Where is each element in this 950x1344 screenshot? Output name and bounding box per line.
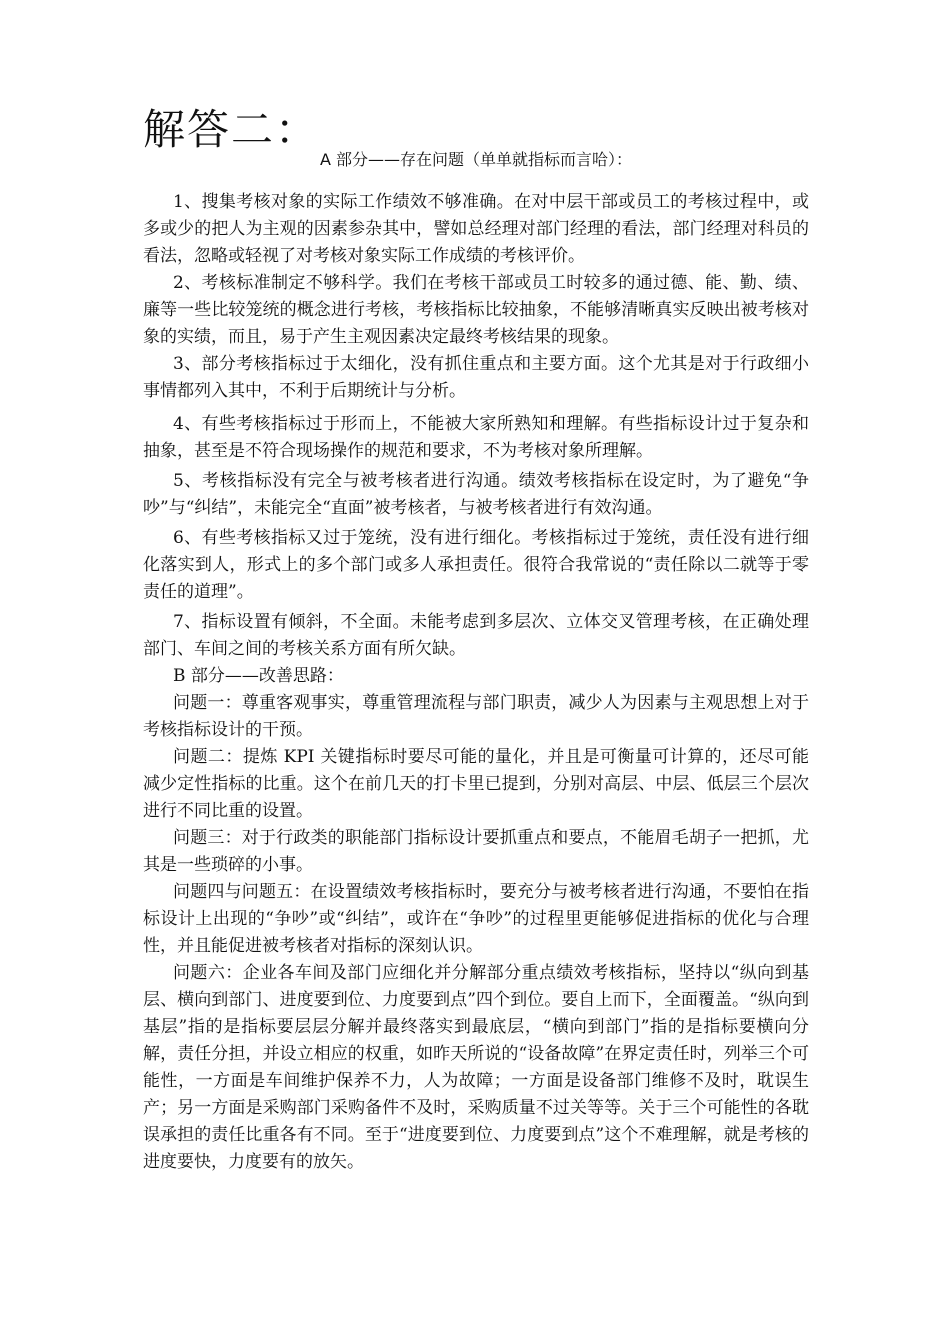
- document-body: [143, 189, 809, 1176]
- paragraph-a6: 6、有些考核指标又过于笼统，没有进行细化。考核指标过于笼统，责任没有进行细化落实到人，形式上的多个部门或多人承担责任。很符合我常说的“责任除以二就等于零责任的道理”。: [143, 528, 809, 602]
- paragraph-a7: 7、指标设置有倾斜，不全面。未能考虑到多层次、立体交叉管理考核，在正确处理部门、车间之间的考核关系方面有所欠缺。: [143, 612, 809, 659]
- paragraph-a5: 5、考核指标没有完全与被考核者进行沟通。绩效考核指标在设定时，为了避免“争吵”与“纠结”，未能完全“直面”被考核者，与被考核者进行有效沟通。: [143, 471, 809, 518]
- paragraph-b3: 问题三：对于行政类的职能部门指标设计要抓重点和要点，不能眉毛胡子一把抓，尤其是一些琐碎的小事。: [143, 828, 809, 875]
- paragraph-b2: 问题二：提炼 KPI 关键指标时要尽可能的量化，并且是可衡量可计算的，还尽可能减少定性指标的比重。这个在前几天的打卡里已提到，分别对高层、中层、低层三个层次进行不同比重的设置。: [143, 747, 809, 821]
- paragraph-a1: 1、搜集考核对象的实际工作绩效不够准确。在对中层干部或员工的考核过程中，或多或少的把人为主观的因素参杂其中，譬如总经理对部门经理的看法，部门经理对科员的看法，忽略或轻视了对考核对象实际工作成绩的考核评价。: [143, 192, 809, 266]
- paragraph-a3: 3、部分考核指标过于太细化，没有抓住重点和主要方面。这个尤其是对于行政细小事情都列入其中，不利于后期统计与分析。: [143, 354, 809, 401]
- paragraph-b5: 问题六：企业各车间及部门应细化并分解部分重点绩效考核指标，坚持以“纵向到基层、横向到部门、进度要到位、力度要到点”四个到位。要自上而下，全面覆盖。“纵向到基层”指的是指标要层层分解并最终落实到最底层，“横向到部门”指的是指标要横向分解，责任分担，并设立相应的权重，如昨天所说的“设备故障”在界定责任时，列举三个可能性，一方面是车间维护保养不力，人为故障；一方面是设备部门维修不及时，耽误生产；另一方面是采购部门采购备件不及时，采购质量不过关等等。关于三个可能性的各耽误承担的责任比重各有不同。至于“进度要到位、力度要到点”这个不难理解，就是考核的进度要快，力度要有的放矢。: [143, 963, 809, 1172]
- part-a-heading: A 部分——存在问题（单单就指标而言哈）：: [320, 150, 633, 169]
- paragraph-b1: 问题一：尊重客观事实，尊重管理流程与部门职责，减少人为因素与主观思想上对于考核指标设计的干预。: [143, 693, 809, 740]
- paragraph-a4: 4、有些考核指标过于形而上，不能被大家所熟知和理解。有些指标设计过于复杂和抽象，甚至是不符合现场操作的规范和要求，不为考核对象所理解。: [143, 414, 809, 461]
- paragraph-b4: 问题四与问题五：在设置绩效考核指标时，要充分与被考核者进行沟通，不要怕在指标设计上出现的“争吵”或“纠结”，或许在“争吵”的过程里更能够促进指标的优化与合理性，并且能促进被考核者对指标的深刻认识。: [143, 882, 809, 956]
- paragraph-a2: 2、考核标准制定不够科学。我们在考核干部或员工时较多的通过德、能、勤、绩、廉等一些比较笼统的概念进行考核，考核指标比较抽象，不能够清晰真实反映出被考核对象的实绩，而且，易于产生主观因素决定最终考核结果的现象。: [143, 273, 809, 347]
- document-title: 解答二：: [143, 105, 320, 154]
- part-b-heading: B 部分——改善思路：: [173, 666, 344, 686]
